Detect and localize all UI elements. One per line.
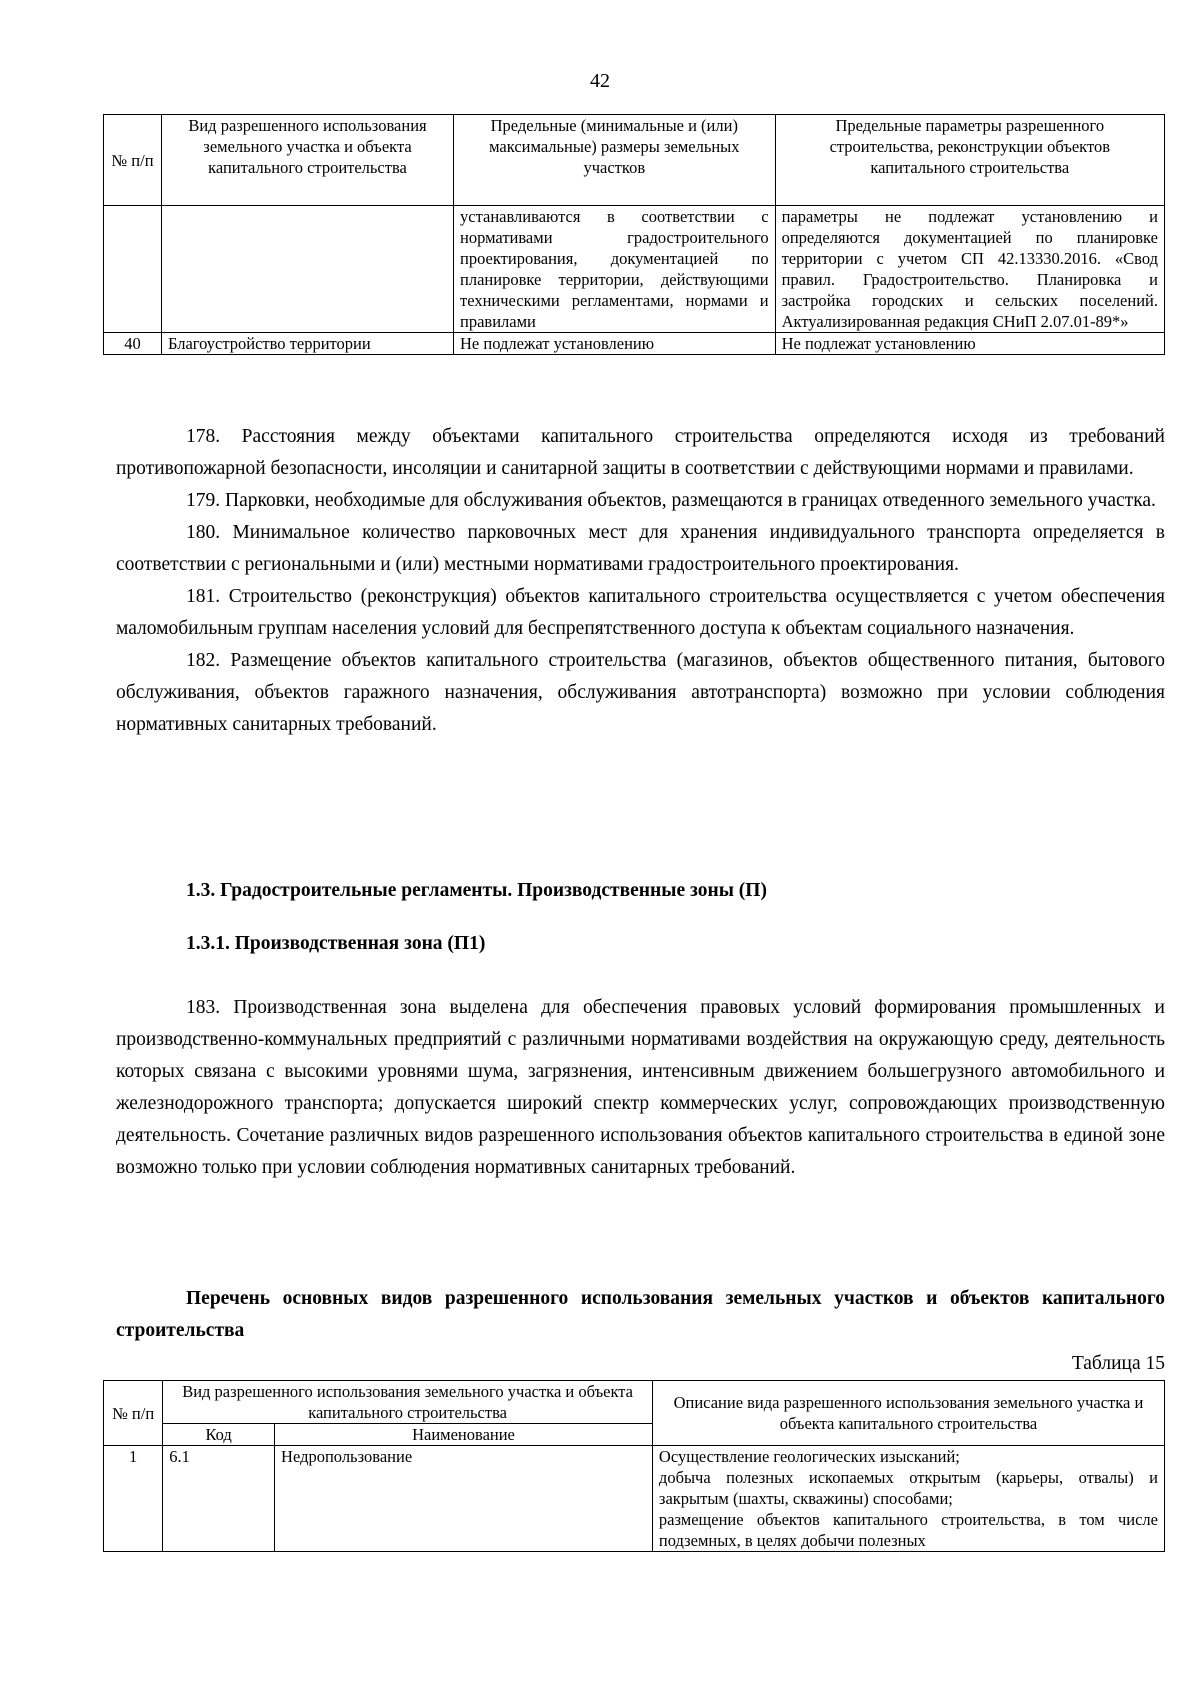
header-code: Код: [163, 1424, 275, 1446]
header-description: Описание вида разрешенного использования земельного участка и объекта капитального строительства: [652, 1381, 1164, 1446]
paragraph-178: 178. Расстояния между объектами капитального строительства определяются исходя из требований противопожарной безопасности, инсоляции и санитарной защиты в соответствии с действующими нормами и правилами.: [116, 426, 1165, 479]
cell-build-params: Не подлежат установлению: [775, 333, 1164, 355]
header-name: Наименование: [275, 1424, 653, 1446]
subsection-heading: 1.3.1. Производственная зона (П1): [186, 933, 486, 954]
cell-use-type: Благоустройство территории: [161, 333, 453, 355]
paragraph-180: 180. Минимальное количество парковочных мест для хранения индивидуального транспорта определяется в соответствии с региональными и (или) местными нормативами градостроительного проектирования.: [116, 522, 1165, 575]
description-line: размещение объектов капитального строительства, в том числе подземных, в целях добычи полезных: [658, 1510, 1158, 1550]
page-number: 42: [590, 70, 610, 92]
table-header-row: [104, 1381, 1165, 1424]
cell-build-params: параметры не подлежат установлению и определяются документацией по планировке территории с учетом СП 42.13330.2016. «Свод правил. Градостроительство. Планировка и застройка городских и сельских поселений. Актуализированная редакция СНиП 2.07.01-89*»: [775, 206, 1164, 333]
description-line: Осуществление геологических изысканий;: [658, 1447, 960, 1466]
paragraph-182: 182. Размещение объектов капитального строительства (магазинов, объектов общественного питания, бытового обслуживания, объектов гаражного назначения, обслуживания автотранспорта) возможно при условии соблюдения нормативных санитарных требований.: [116, 650, 1165, 735]
header-build-params: Предельные параметры разрешенного строительства, реконструкции объектов капитального строительства: [775, 115, 1164, 206]
table-header-row: [104, 115, 1165, 206]
list-heading: Перечень основных видов разрешенного использования земельных участков и объектов капитального строительства: [116, 1287, 1165, 1341]
cell-plot-sizes: устанавливаются в соответствии с нормативами градостроительного проектирования, документацией по планировке территории, действующими техническими регламентами, нормами и правилами: [454, 206, 776, 333]
table-regulations-continued: [103, 114, 1165, 355]
header-use-type-group: Вид разрешенного использования земельного участка и объекта капитального строительства: [163, 1381, 653, 1424]
header-use-type: Вид разрешенного использования земельного участка и объекта капитального строительства: [161, 115, 453, 206]
header-num: № п/п: [104, 1381, 163, 1446]
cell-name: Недропользование: [275, 1446, 653, 1552]
table-caption: Таблица 15: [1071, 1353, 1165, 1374]
cell-num: [104, 206, 162, 333]
header-num: № п/п: [104, 115, 162, 206]
table-row: [104, 1446, 1165, 1552]
section-heading: 1.3. Градостроительные регламенты. Производственные зоны (П): [186, 880, 767, 901]
paragraph-183: 183. Производственная зона выделена для обеспечения правовых условий формирования промышленных и производственно-коммунальных предприятий с различными нормативами воздействия на окружающую среду, деятельность которых связана с высокими уровнями шума, загрязнения, интенсивным движением большегрузного автомобильного и железнодорожного транспорта; допускается широкий спектр коммерческих услуг, сопровождающих производственную деятельность. Сочетание различных видов разрешенного использования объектов капитального строительства в единой зоне возможно только при условии соблюдения нормативных санитарных требований.: [116, 997, 1165, 1178]
cell-description: [652, 1446, 1164, 1552]
paragraph-179: 179. Парковки, необходимые для обслуживания объектов, размещаются в границах отведенного земельного участка.: [186, 490, 1156, 511]
description-line: добыча полезных ископаемых открытым (карьеры, отвалы) и закрытым (шахты, скважины) способами;: [658, 1468, 1158, 1508]
list-heading-block: [116, 1263, 1165, 1366]
cell-use-type: [161, 206, 453, 333]
table-row: [104, 206, 1165, 333]
paragraphs-block: [116, 421, 1165, 741]
cell-num: 1: [104, 1446, 163, 1552]
paragraph-183-block: [116, 992, 1165, 1184]
paragraph-181: 181. Строительство (реконструкция) объектов капитального строительства осуществляется с учетом обеспечения маломобильным группам населения условий для беспрепятственного доступа к объектам социального назначения.: [116, 586, 1165, 639]
table-15: [103, 1380, 1165, 1552]
cell-code: 6.1: [163, 1446, 275, 1552]
table-row: [104, 333, 1165, 355]
cell-plot-sizes: Не подлежат установлению: [454, 333, 776, 355]
cell-num: 40: [104, 333, 162, 355]
header-plot-sizes: Предельные (минимальные и (или) максимальные) размеры земельных участков: [454, 115, 776, 206]
